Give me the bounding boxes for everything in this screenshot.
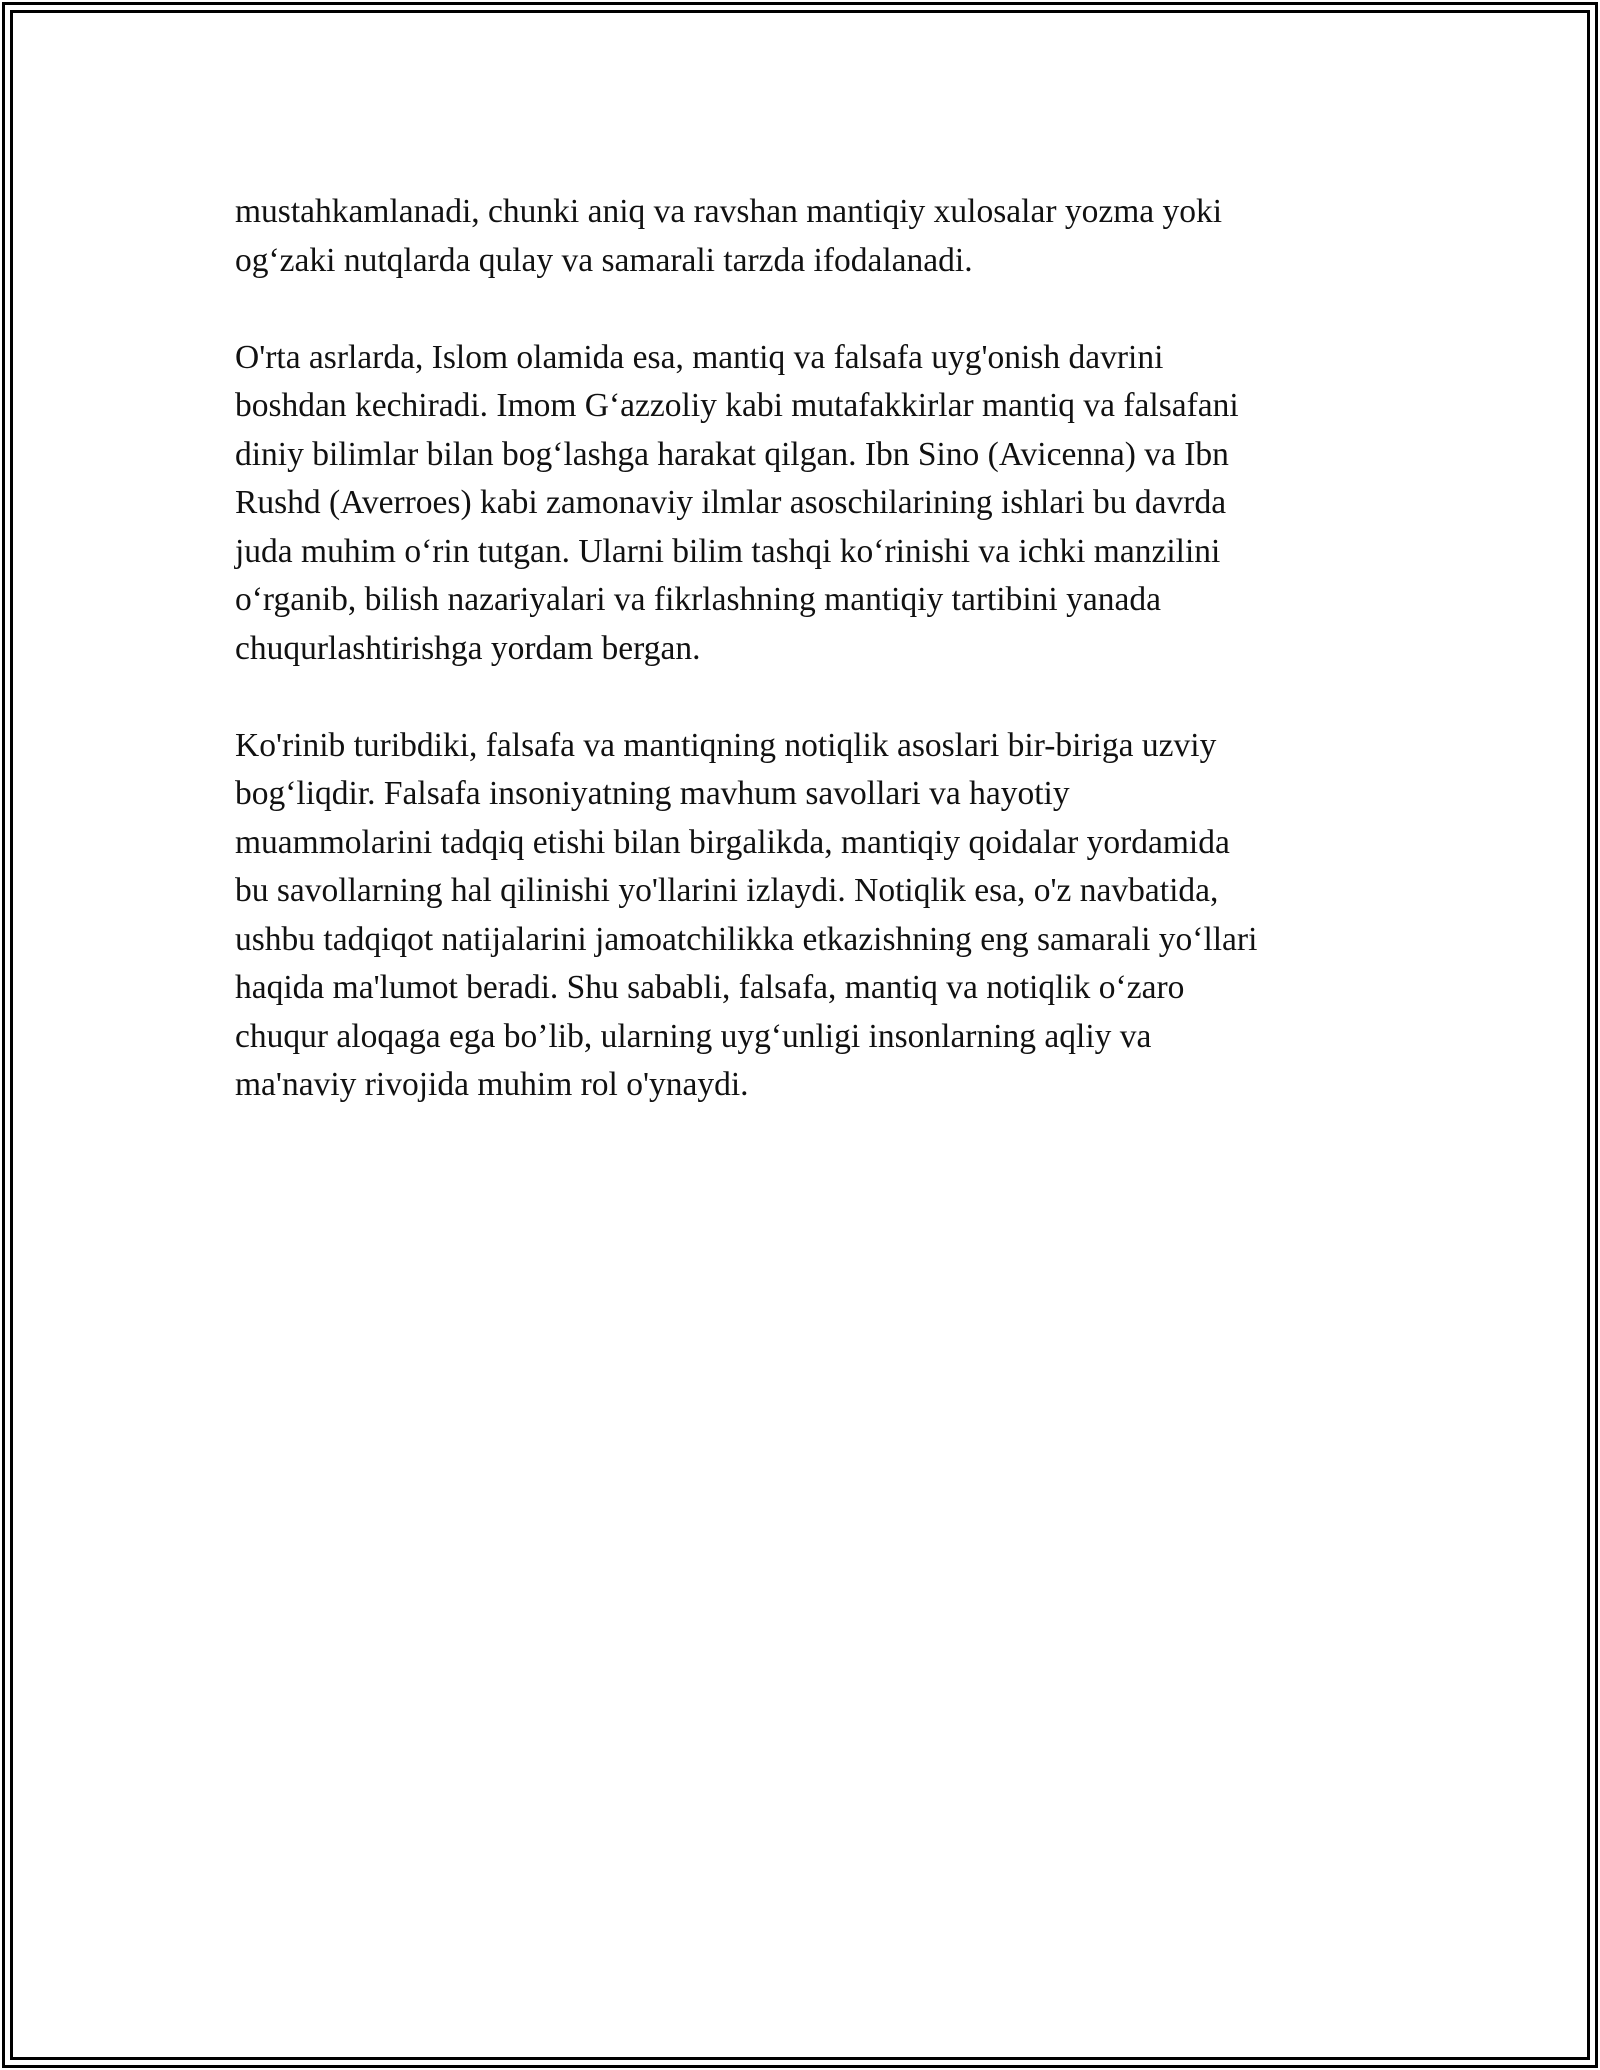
text-line: o‘rganib, bilish nazariyalari va fikrlashning mantiqiy tartibini yanada bbox=[235, 581, 1161, 618]
text-line: Rushd (Averroes) kabi zamonaviy ilmlar asoschilarining ishlari bu davrda bbox=[235, 484, 1227, 521]
text-line: Ko'rinib turibdiki, falsafa va mantiqning notiqlik asoslari bir-biriga uzviy bbox=[235, 726, 1217, 764]
text-line: juda muhim o‘rin tutgan. Ularni bilim tashqi ko‘rinishi va ichki manzilini bbox=[235, 532, 1221, 570]
text-line: mustahkamlanadi, chunki aniq va ravshan mantiqiy xulosalar yozma yoki bbox=[235, 193, 1223, 230]
text-line: muammolarini tadqiq etishi bilan birgalikda, mantiqiy qoidalar yordamida bbox=[235, 823, 1230, 861]
text-line: og‘zaki nutqlarda qulay va samarali tarzda ifodalanadi. bbox=[235, 241, 973, 279]
paragraph-1 bbox=[235, 188, 1365, 285]
text-line: ushbu tadqiqot natijalarini jamoatchilikka etkazishning eng samarali yo‘llari bbox=[235, 920, 1258, 958]
text-line: ma'naviy rivojida muhim rol o'ynaydi. bbox=[235, 1066, 749, 1103]
text-line: chuqurlashtirishga yordam bergan. bbox=[235, 629, 701, 667]
paragraph-2 bbox=[235, 334, 1365, 674]
text-line: bog‘liqdir. Falsafa insoniyatning mavhum savollari va hayotiy bbox=[235, 775, 1070, 812]
page-body bbox=[235, 188, 1365, 1158]
text-line: chuqur aloqaga ega bo’lib, ularning uyg‘unligi insonlarning aqliy va bbox=[235, 1017, 1152, 1055]
text-line: diniy bilimlar bilan bog‘lashga harakat qilgan. Ibn Sino (Avicenna) va Ibn bbox=[235, 435, 1229, 473]
text-line: haqida ma'lumot beradi. Shu sababli, falsafa, mantiq va notiqlik o‘zaro bbox=[235, 969, 1185, 1006]
paragraph-3 bbox=[235, 722, 1365, 1110]
text-line: bu savollarning hal qilinishi yo'llarini izlaydi. Notiqlik esa, o'z navbatida, bbox=[235, 872, 1219, 909]
text-line: O'rta asrlarda, Islom olamida esa, mantiq va falsafa uyg'onish davrini bbox=[235, 338, 1164, 376]
text-line: boshdan kechiradi. Imom G‘azzoliy kabi mutafakkirlar mantiq va falsafani bbox=[235, 387, 1239, 424]
